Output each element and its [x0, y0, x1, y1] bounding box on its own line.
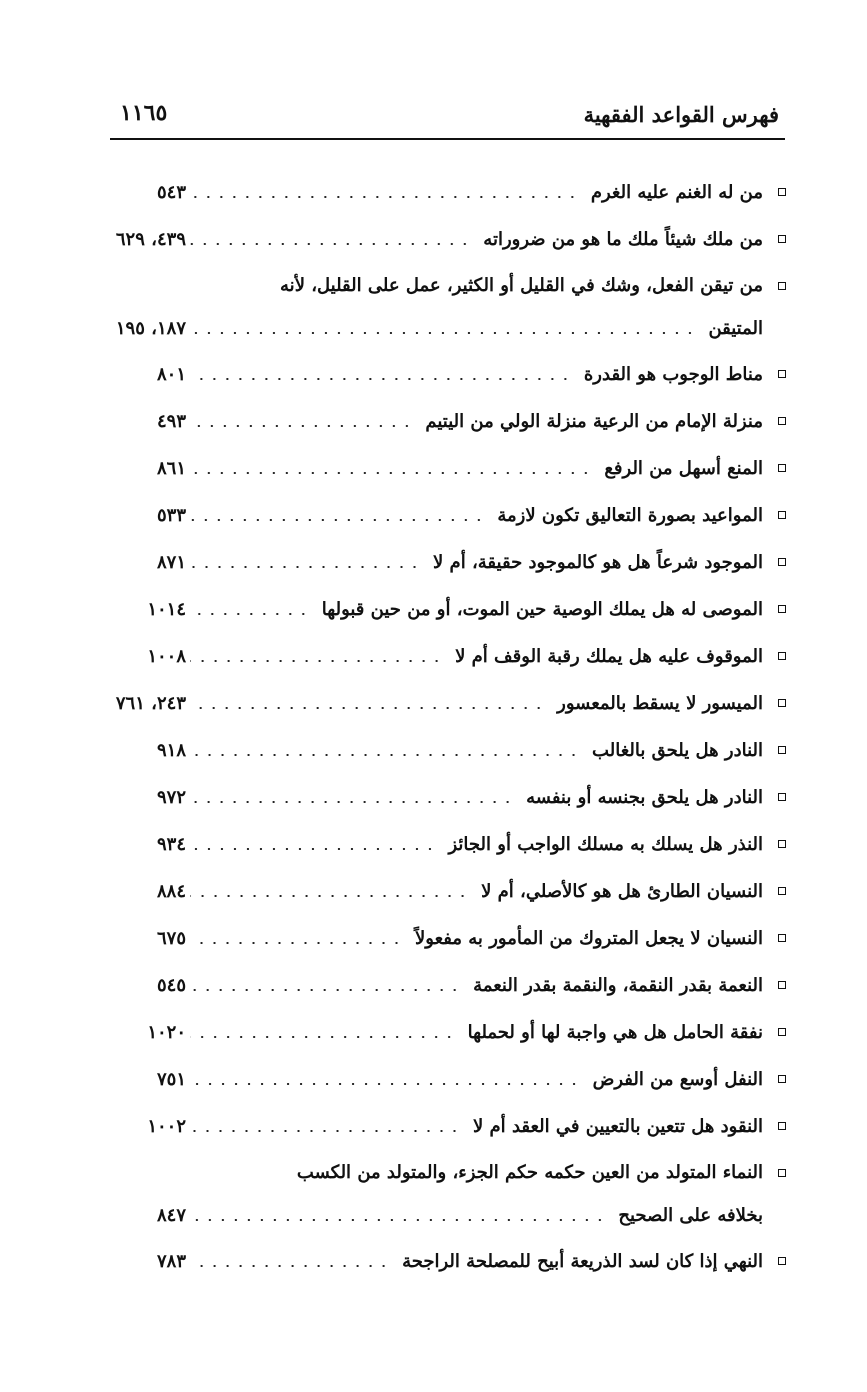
index-entries [0, 172, 867, 1288]
running-title: فهرس القواعد الفقهية [583, 102, 779, 127]
dot-leader [190, 707, 545, 709]
entry-line [110, 448, 763, 488]
index-entry [0, 172, 867, 219]
page-references: ٨٠١ [156, 363, 186, 385]
dot-leader [190, 472, 592, 474]
page-references: ٤٩٣ [156, 410, 186, 432]
square-bullet-icon [778, 746, 786, 754]
square-bullet-icon [778, 1028, 786, 1036]
entry-line [110, 1106, 763, 1146]
entry-text: من تيقن الفعل، وشك في القليل أو الكثير، عمل على القليل، لأنه [280, 275, 763, 296]
entry-line [110, 172, 763, 212]
index-entry [0, 730, 867, 777]
square-bullet-icon [778, 1122, 786, 1130]
entry-line [110, 777, 763, 817]
square-bullet-icon [778, 840, 786, 848]
page-references: ١٠٠٢ [147, 1115, 186, 1137]
page-references: ٥٤٥ [156, 974, 186, 996]
entry-line [110, 354, 763, 394]
entry-line [110, 824, 763, 864]
page-references: ٧٨٣ [156, 1250, 186, 1272]
entry-text: النسيان لا يجعل المتروك من المأمور به مفعولاً [407, 928, 763, 949]
entry-text: منزلة الإمام من الرعية منزلة الولي من اليتيم [417, 411, 763, 432]
square-bullet-icon [778, 1257, 786, 1265]
entry-text: النفل أوسع من الفرض [585, 1069, 763, 1090]
page-references: ٥٣٣ [156, 504, 186, 526]
page-references: ٩٧٢ [156, 786, 186, 808]
dot-leader [190, 196, 579, 198]
dot-leader [190, 895, 469, 897]
page-references: ١٠٠٨ [147, 645, 186, 667]
entry-text: المواعيد بصورة التعاليق تكون لازمة [489, 505, 763, 526]
index-entry [0, 918, 867, 965]
page-references: ١٠٢٠ [147, 1021, 186, 1043]
page-header [110, 98, 785, 140]
index-entry [0, 589, 867, 636]
entry-text: نفقة الحامل هل هي واجبة لها أو لحملها [460, 1022, 763, 1043]
page-references: ٤٣٩، ٦٢٩ [115, 228, 186, 250]
dot-leader [190, 332, 696, 334]
page-references: ٩٣٤ [156, 833, 186, 855]
dot-leader [190, 1219, 606, 1221]
entry-line [110, 918, 763, 958]
index-entry [0, 824, 867, 871]
square-bullet-icon [778, 188, 786, 196]
dot-leader [190, 243, 471, 245]
entry-line [110, 1012, 763, 1052]
entry-line [110, 1195, 763, 1235]
index-entry [0, 401, 867, 448]
entry-text: مناط الوجوب هو القدرة [576, 364, 763, 385]
entry-line [110, 589, 763, 629]
entry-line [110, 871, 763, 911]
square-bullet-icon [778, 370, 786, 378]
index-entry [0, 495, 867, 542]
dot-leader [190, 425, 413, 427]
square-bullet-icon [778, 511, 786, 519]
dot-leader [190, 989, 461, 991]
page-references: ٩١٨ [156, 739, 186, 761]
page-references: ٨٤٧ [156, 1204, 186, 1226]
entry-text: الموجود شرعاً هل هو كالموجود حقيقة، أم لا [425, 552, 763, 573]
entry-text: الموصى له هل يملك الوصية حين الموت، أو من حين قبولها [314, 599, 763, 620]
index-entry [0, 1106, 867, 1153]
dot-leader [190, 613, 310, 615]
page-references: ٢٤٣، ٧٦١ [115, 692, 186, 714]
square-bullet-icon [778, 1075, 786, 1083]
index-entry [0, 354, 867, 401]
square-bullet-icon [778, 1169, 786, 1177]
index-entry [0, 777, 867, 824]
index-entry [0, 683, 867, 730]
index-entry [0, 1059, 867, 1106]
entry-text: من له الغنم عليه الغرم [583, 182, 763, 203]
entry-text: المنع أسهل من الرفع [596, 458, 763, 479]
entry-line [110, 542, 763, 582]
page-number: ١١٦٥ [120, 100, 168, 126]
page-references: ١٨٧، ١٩٥ [115, 317, 186, 339]
entry-line [110, 730, 763, 770]
entry-text-continued: بخلافه على الصحيح [610, 1205, 763, 1226]
index-entry [0, 219, 867, 266]
entry-text: النعمة بقدر النقمة، والنقمة بقدر النعمة [465, 975, 763, 996]
dot-leader [190, 848, 436, 850]
square-bullet-icon [778, 934, 786, 942]
square-bullet-icon [778, 605, 786, 613]
entry-line [110, 683, 763, 723]
entry-line [110, 219, 763, 259]
entry-text: النماء المتولد من العين حكمه حكم الجزء، والمتولد من الكسب [296, 1162, 763, 1183]
dot-leader [190, 942, 403, 944]
square-bullet-icon [778, 699, 786, 707]
square-bullet-icon [778, 558, 786, 566]
index-entry [0, 1012, 867, 1059]
page-references: ١٠١٤ [147, 598, 186, 620]
index-entry [0, 266, 867, 354]
entry-text: النقود هل تتعين بالتعيين في العقد أم لا [465, 1116, 763, 1137]
dot-leader [190, 1130, 461, 1132]
dot-leader [190, 1036, 456, 1038]
entry-text-continued: المتيقن [700, 318, 763, 339]
entry-line [110, 1059, 763, 1099]
index-entry [0, 448, 867, 495]
entry-line [110, 308, 763, 348]
entry-text: النسيان الطارئ هل هو كالأصلي، أم لا [473, 881, 763, 902]
square-bullet-icon [778, 464, 786, 472]
dot-leader [190, 754, 580, 756]
entry-text: الميسور لا يسقط بالمعسور [549, 693, 763, 714]
dot-leader [190, 801, 514, 803]
page-references: ٦٧٥ [156, 927, 186, 949]
entry-text: النهي إذا كان لسد الذريعة أبيح للمصلحة الراجحة [394, 1251, 763, 1272]
index-entry [0, 1241, 867, 1288]
dot-leader [190, 566, 421, 568]
entry-text: النذر هل يسلك به مسلك الواجب أو الجائز [440, 834, 763, 855]
square-bullet-icon [778, 652, 786, 660]
dot-leader [190, 519, 485, 521]
entry-line [110, 495, 763, 535]
index-entry [0, 636, 867, 683]
page-references: ٨٦١ [156, 457, 186, 479]
square-bullet-icon [778, 417, 786, 425]
entry-line [110, 401, 763, 441]
index-entry [0, 1153, 867, 1241]
dot-leader [190, 660, 443, 662]
dot-leader [190, 1083, 581, 1085]
entry-text: النادر هل يلحق بالغالب [584, 740, 763, 761]
entry-text: الموقوف عليه هل يملك رقبة الوقف أم لا [447, 646, 763, 667]
entry-line [110, 1241, 763, 1281]
square-bullet-icon [778, 282, 786, 290]
square-bullet-icon [778, 981, 786, 989]
page-references: ٨٨٤ [156, 880, 186, 902]
dot-leader [190, 378, 572, 380]
entry-line [110, 636, 763, 676]
entry-text: من ملك شيئاً ملك ما هو من ضروراته [475, 229, 763, 250]
page-references: ٧٥١ [156, 1068, 186, 1090]
entry-text: النادر هل يلحق بجنسه أو بنفسه [518, 787, 763, 808]
square-bullet-icon [778, 793, 786, 801]
square-bullet-icon [778, 887, 786, 895]
index-entry [0, 542, 867, 589]
entry-line [110, 965, 763, 1005]
index-entry [0, 965, 867, 1012]
square-bullet-icon [778, 235, 786, 243]
index-entry [0, 871, 867, 918]
page-references: ٨٧١ [156, 551, 186, 573]
dot-leader [190, 1265, 390, 1267]
page-references: ٥٤٣ [156, 181, 186, 203]
